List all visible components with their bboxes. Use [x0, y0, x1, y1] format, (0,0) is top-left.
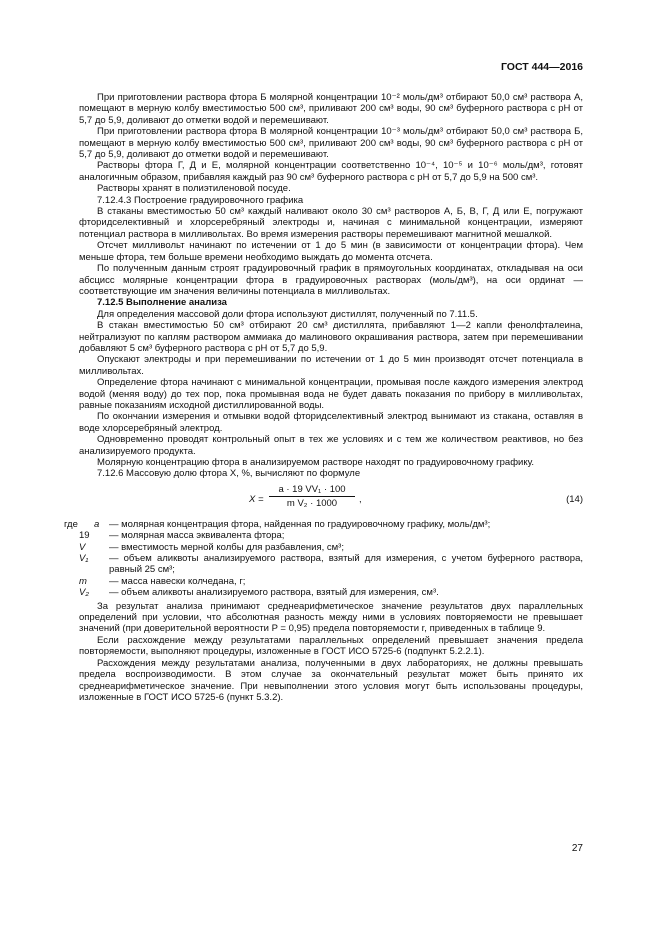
- paragraph: В стаканы вместимостью 50 см³ каждый наливают около 30 см³ растворов А, Б, В, Г, Д или Е, погружают фторидселективный и хлорсеребряный электроды и, начиная с минимальной концентрации, измеряют потенциал раствора в милливольтах. Во время измерения растворы перемешивают магнитной мешалкой.: [79, 206, 583, 240]
- paragraph: Опускают электроды и при перемешивании по истечении от 1 до 5 мин производят отсчет потенциала в милливольтах.: [79, 354, 583, 377]
- definition-text: — объем аликвоты анализируемого раствора, взятый для измерения, см³.: [109, 587, 439, 599]
- formula-14: [79, 482, 583, 518]
- definition-text: — масса навески колчедана, г;: [109, 575, 246, 587]
- definition-symbol: [79, 587, 109, 598]
- section-heading: 7.12.4.3 Построение градуировочного графика: [97, 194, 304, 206]
- paragraph: По окончании измерения и отмывки водой фторидселективный электрод вынимают из стакана, оставляя в воде хлорсеребряный электрод.: [79, 411, 583, 434]
- definition-text: — объем аликвоты анализируемого раствора, взятый для измерения, с учетом буферного раствора, равный 25 см³;: [109, 553, 583, 576]
- definition-text: — молярная масса эквивалента фтора;: [109, 530, 285, 542]
- definition-symbol: [79, 519, 109, 530]
- definition-row: [79, 542, 583, 553]
- paragraph: Отсчет милливольт начинают по истечении от 1 до 5 мин (в зависимости от концентрации фтора). Чем меньше фтора, тем больше времени необходимо выждать до момента отсчета.: [79, 240, 583, 263]
- definition-symbol: [79, 553, 109, 576]
- symbol-m: m: [79, 575, 87, 587]
- formula-numerator: a · 19 VV₁ · 100: [269, 484, 355, 497]
- paragraph: По полученным данным строят градуировочный график в прямоугольных координатах, откладывая на оси абсцисс молярные концентрации фтора в градуировочных растворах (моль/дм³), на оси ординат — соответствующие им значения величины потенциала в милливольтах.: [79, 263, 583, 297]
- paragraph: Растворы хранят в полиэтиленовой посуде.: [97, 183, 291, 195]
- definitions-list: [64, 518, 583, 599]
- definition-row: [79, 576, 583, 587]
- symbol-v2: V₂: [79, 587, 89, 599]
- formula-denominator: m V₂ · 1000: [286, 498, 338, 510]
- section-heading-bold: [79, 297, 583, 308]
- paragraph: За результат анализа принимают среднеарифметическое значение результатов двух параллельных определений при условии, что абсолютная разность между ними в условиях повторяемости не превышает значений (при доверительной вероятности P = 0,95) предела повторяемости r, приведенных в таблице 9.: [79, 600, 583, 635]
- paragraph: Определение фтора начинают с минимальной концентрации, промывая после каждого измерения электрод водой (меняя воду) до тех пор, пока промывная вода не будет давать показания по прибору в милливольтах, равные показаниям исходной дистиллированной воды.: [79, 377, 583, 411]
- paragraph: Одновременно проводят контрольный опыт в тех же условиях и с тем же количеством реактивов, но без анализируемого продукта.: [79, 434, 583, 457]
- definition-row: [79, 530, 583, 541]
- definition-row: [79, 587, 583, 598]
- formula-number: (14): [566, 493, 583, 505]
- symbol-a: a: [94, 518, 100, 530]
- document-body: [64, 92, 583, 703]
- definition-row: [64, 518, 583, 530]
- formula-lhs: X =: [249, 493, 264, 505]
- definition-row: [79, 553, 583, 576]
- page-number: 27: [571, 843, 583, 854]
- formula-fraction: [269, 484, 355, 510]
- definition-symbol: [79, 576, 109, 587]
- paragraph: Растворы фтора Г, Д и Е, молярной концентрации соответственно 10⁻⁴, 10⁻⁵ и 10⁻⁶ моль/дм³, готовят аналогичным образом, прибавляя каждый раз 90 см³ буферного раствора с рН от 5,7 до 5,9 на 500 см³.: [79, 160, 583, 183]
- document-header: ГОСТ 444—2016: [500, 61, 583, 73]
- formula-comma: ,: [359, 493, 362, 505]
- symbol-v: V: [79, 541, 86, 553]
- definition-symbol: 19: [79, 530, 90, 542]
- symbol-v1: V₁: [79, 553, 89, 565]
- section-heading-text: 7.12.5 Выполнение анализа: [97, 297, 227, 309]
- paragraph: 7.12.6 Массовую долю фтора X, %, вычисляют по формуле: [97, 468, 361, 480]
- paragraph: Если расхождение между результатами параллельных определений превышает значения предела повторяемости, выполняют процедуры, изложенные в ГОСТ ИСО 5725-6 (подпункт 5.2.2.1).: [79, 634, 583, 658]
- definition-symbol: [79, 542, 109, 553]
- paragraph: Расхождения между результатами анализа, полученными в двух лабораториях, не должны превышать предела воспроизводимости. В этом случае за окончательный результат может быть принято их среднеарифметическое значение. При невыполнении этого условия могут быть использованы процедуры, изложенные в ГОСТ ИСО 5725-6 (пункт 5.3.2).: [79, 657, 583, 703]
- paragraph: Для определения массовой доли фтора используют дистиллят, полученный по 7.11.5.: [97, 308, 478, 320]
- paragraph: Молярную концентрацию фтора в анализируемом растворе находят по градуировочному графику.: [97, 457, 535, 468]
- paragraph: При приготовлении раствора фтора Б молярной концентрации 10⁻² моль/дм³ отбирают 50,0 см³ раствора А, помещают в мерную колбу вместимостью 500 см³, приливают 200 см³ воды, 90 см³ буферного раствора с рН от 5,7 до 5,9, доливают до отметки водой и перемешивают.: [79, 92, 583, 126]
- definition-text: — вместимость мерной колбы для разбавления, см³;: [109, 541, 344, 553]
- definitions-where: где: [64, 518, 78, 530]
- paragraph: При приготовлении раствора фтора В молярной концентрации 10⁻³ моль/дм³ отбирают 50,0 см³ раствора Б, помещают в мерную колбу вместимостью 500 см³, приливают 200 см³ воды, 90 см³ буферного раствора с рН от 5,7 до 5,9, доливают до отметки водой и перемешивают.: [79, 126, 583, 161]
- paragraph: В стакан вместимостью 50 см³ отбирают 20 см³ дистиллята, прибавляют 1—2 капли фенолфталеина, нейтрализуют по каплям раствором аммиака до малинового окрашивания раствора, затем при перемешивании добавляют 5 см³ буферного раствора с рН от 5,7 до 5,9.: [79, 320, 583, 354]
- definition-text: — молярная концентрация фтора, найденная по градуировочному графику, моль/дм³;: [109, 518, 491, 530]
